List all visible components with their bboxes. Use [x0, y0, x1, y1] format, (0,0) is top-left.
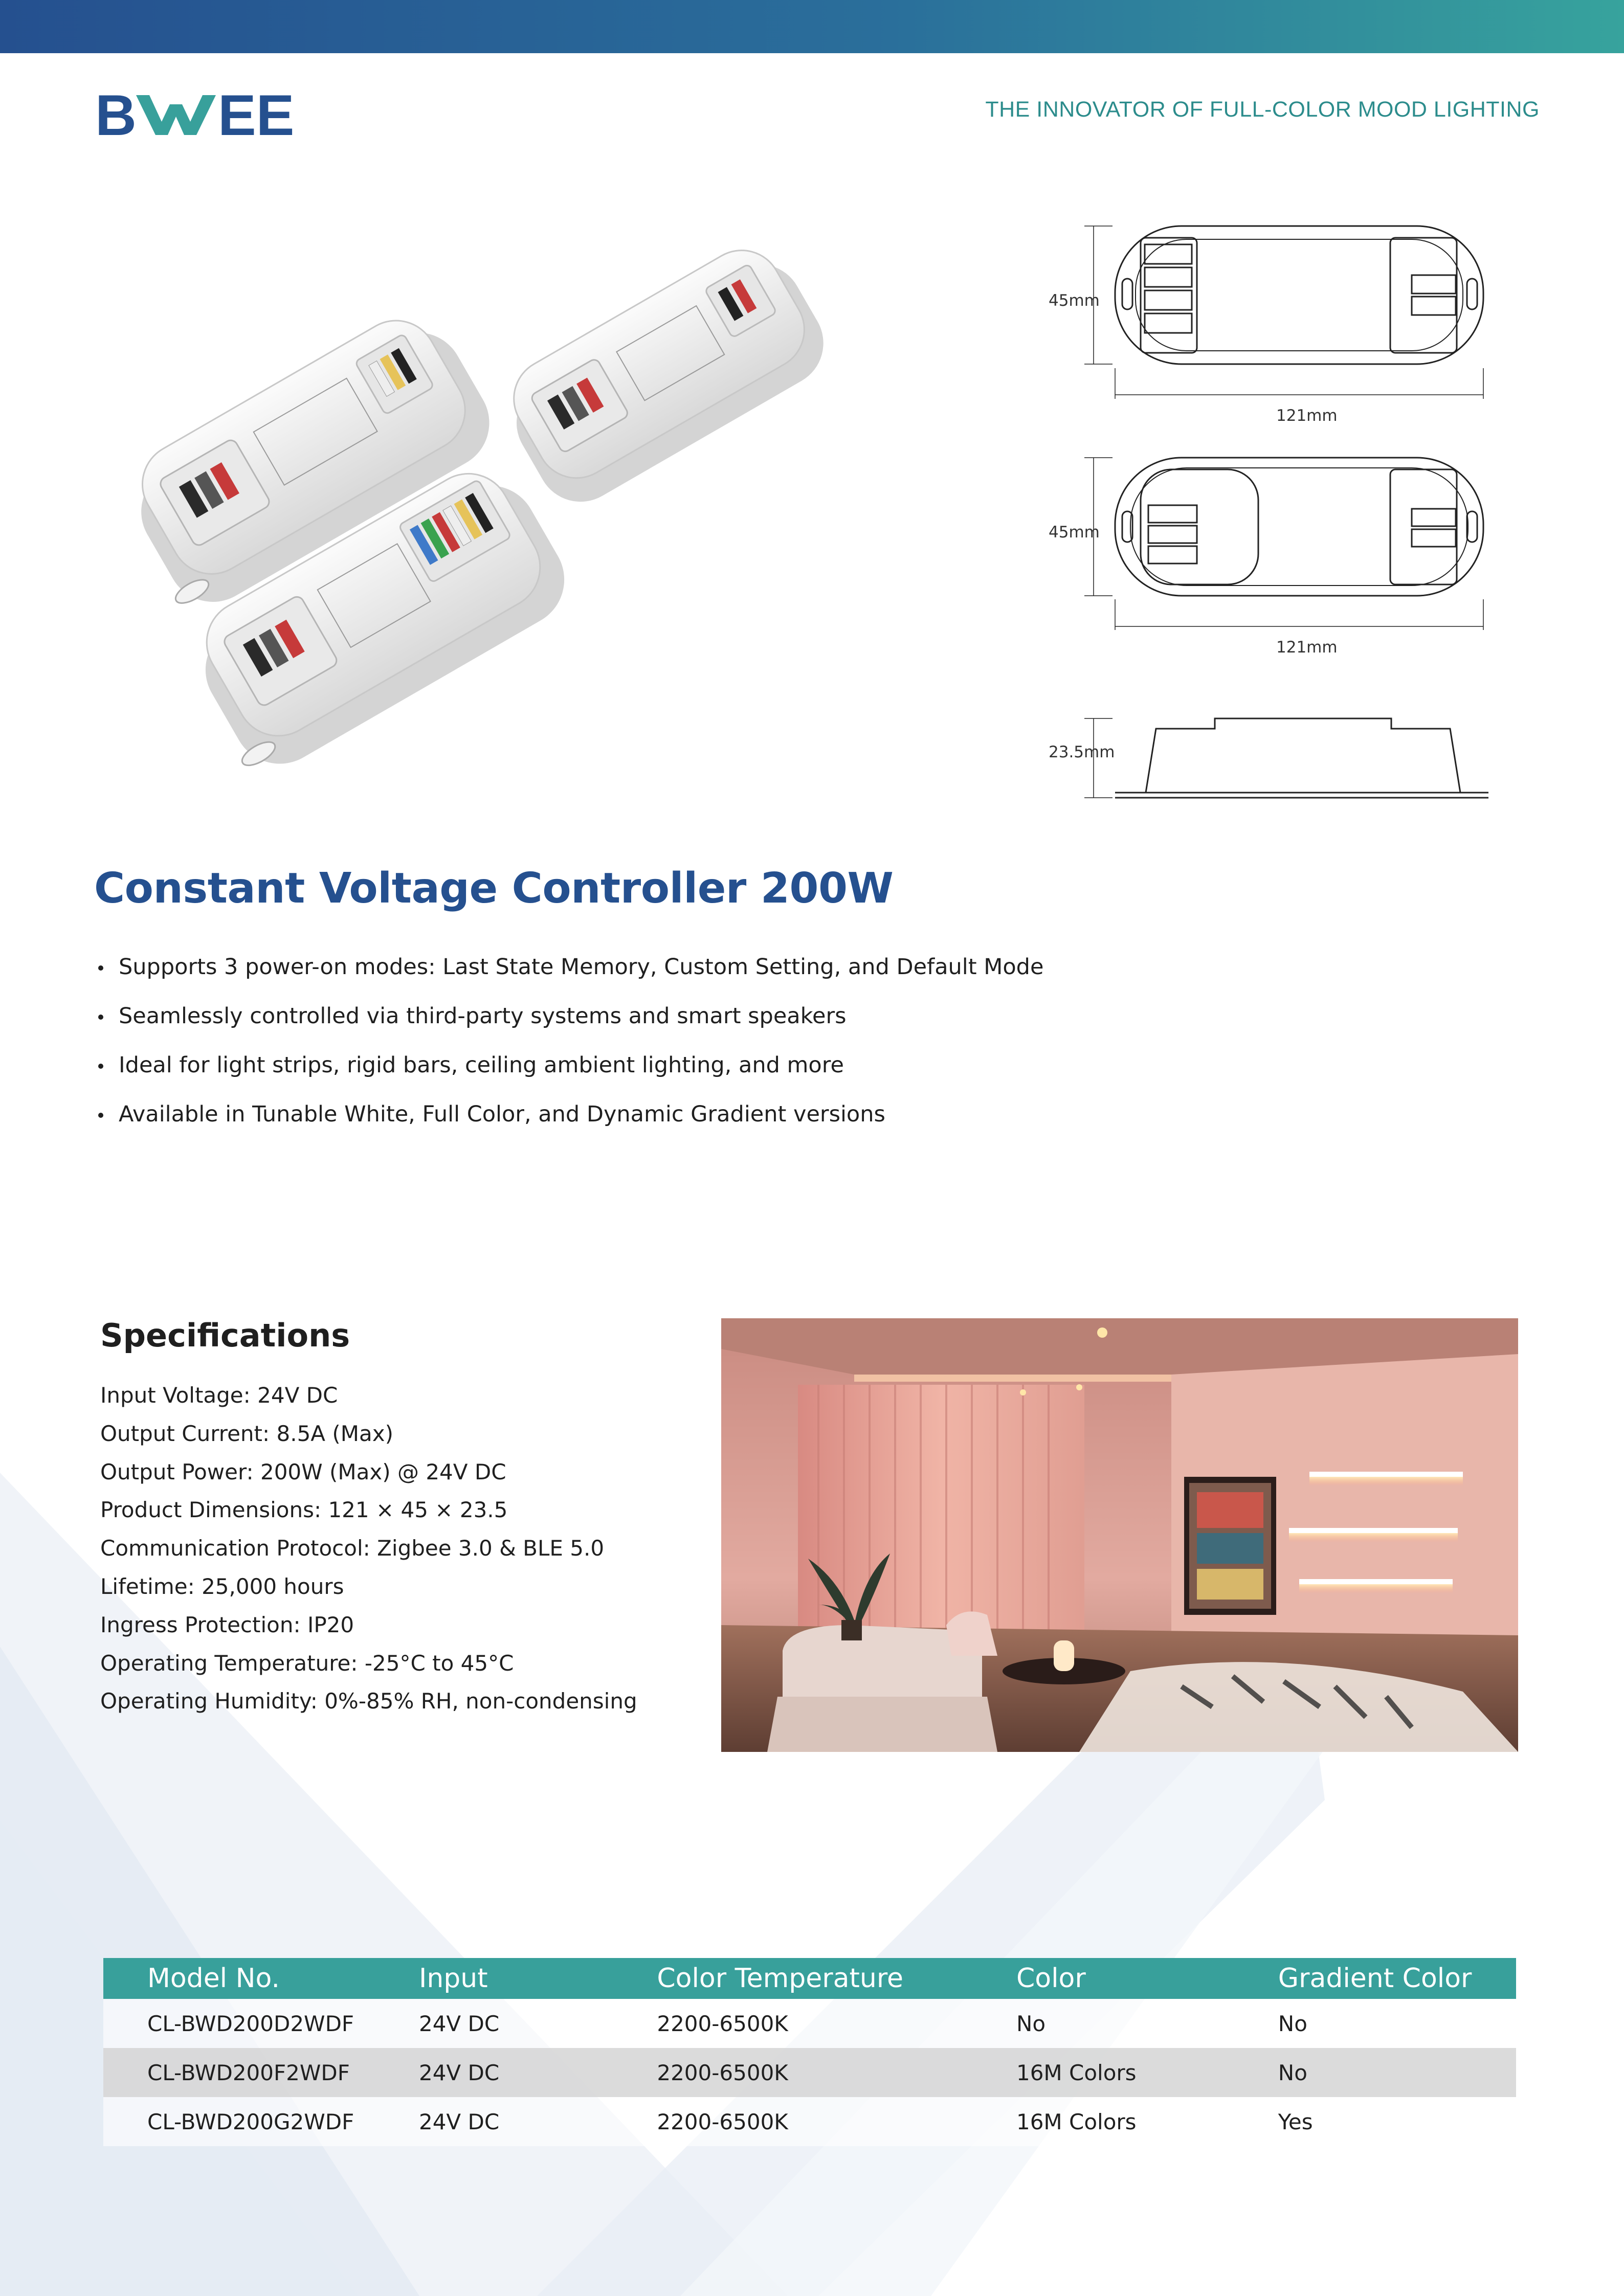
specifications-heading: Specifications: [100, 1317, 350, 1354]
cell-gradient-color: Yes: [1234, 2097, 1516, 2146]
spec-item: Lifetime: 25,000 hours: [100, 1573, 344, 1599]
dimension-drawings: [1049, 215, 1514, 808]
logo-letters-ee: EE: [218, 88, 295, 142]
spec-item: Ingress Protection: IP20: [100, 1612, 354, 1637]
spec-item: Input Voltage: 24V DC: [100, 1383, 338, 1408]
cell-color-temperature: 2200-6500K: [613, 1999, 972, 2048]
bullet-icon: [98, 965, 103, 971]
cell-color-temperature: 2200-6500K: [613, 2048, 972, 2097]
top-view-height-label: 45mm: [1049, 291, 1100, 310]
bullet-icon: [98, 1015, 103, 1020]
feature-item: [92, 952, 1043, 1001]
table-row: [103, 1999, 1516, 2048]
logo-letter-b: B: [95, 88, 137, 142]
cell-color-temperature: 2200-6500K: [613, 2097, 972, 2146]
brand-logo: [95, 88, 330, 142]
bullet-icon: [98, 1113, 103, 1118]
controller-product-illustration: [102, 240, 859, 834]
brand-tagline: THE INNOVATOR OF FULL-COLOR MOOD LIGHTING: [985, 97, 1540, 122]
cell-model-no: CL-BWD200G2WDF: [103, 2097, 375, 2146]
logo-w-mark: [136, 95, 216, 135]
cell-input: 24V DC: [375, 1999, 613, 2048]
feature-text: Seamlessly controlled via third-party systems and smart speakers: [119, 1003, 847, 1029]
feature-list: [92, 952, 1043, 1149]
product-title: Constant Voltage Controller 200W: [94, 864, 894, 913]
spec-item: Output Power: 200W (Max) @ 24V DC: [100, 1459, 506, 1484]
cell-input: 24V DC: [375, 2097, 613, 2146]
feature-item: [92, 1099, 1043, 1149]
specifications-list: [100, 1381, 637, 1725]
spec-item: Operating Temperature: -25°C to 45°C: [100, 1650, 514, 1676]
spec-item: Product Dimensions: 121 × 45 × 23.5: [100, 1497, 508, 1523]
header-input: Input: [375, 1958, 613, 1999]
cell-color: 16M Colors: [972, 2097, 1234, 2146]
table-row: [103, 2097, 1516, 2146]
cell-color: No: [972, 1999, 1234, 2048]
side-view-outline: [1146, 718, 1460, 793]
cell-input: 24V DC: [375, 2048, 613, 2097]
bullet-icon: [98, 1064, 103, 1069]
header-model-no: Model No.: [103, 1958, 375, 1999]
header-color-temperature: Color Temperature: [613, 1958, 972, 1999]
table-row: [103, 2048, 1516, 2097]
cell-model-no: CL-BWD200F2WDF: [103, 2048, 375, 2097]
top-view-width-label: 121mm: [1276, 407, 1338, 425]
living-room-ambient-lighting-photo: [721, 1318, 1518, 1752]
bottom-view-height-label: 45mm: [1049, 523, 1100, 542]
spec-item: Operating Humidity: 0%-85% RH, non-condensing: [100, 1689, 637, 1714]
header-gradient-color: Gradient Color: [1234, 1958, 1516, 1999]
feature-text: Supports 3 power-on modes: Last State Memory, Custom Setting, and Default Mode: [119, 954, 1044, 980]
feature-item: [92, 1001, 1043, 1050]
cell-model-no: CL-BWD200D2WDF: [103, 1999, 375, 2048]
feature-item: [92, 1050, 1043, 1099]
feature-text: Available in Tunable White, Full Color, and Dynamic Gradient versions: [119, 1101, 885, 1127]
cell-gradient-color: No: [1234, 1999, 1516, 2048]
dimension-lines: [1074, 215, 1514, 808]
top-view-outline: [1115, 226, 1483, 364]
bottom-view-width-label: 121mm: [1276, 638, 1338, 657]
feature-text: Ideal for light strips, rigid bars, ceiling ambient lighting, and more: [119, 1052, 844, 1078]
side-view-height-label: 23.5mm: [1049, 743, 1115, 761]
model-table: [103, 1958, 1516, 2146]
cell-gradient-color: No: [1234, 2048, 1516, 2097]
table-header-row: [103, 1958, 1516, 1999]
spec-item: Output Current: 8.5A (Max): [100, 1421, 393, 1446]
cell-color: 16M Colors: [972, 2048, 1234, 2097]
header-color: Color: [972, 1958, 1234, 1999]
spec-item: Communication Protocol: Zigbee 3.0 & BLE 5.0: [100, 1536, 605, 1561]
